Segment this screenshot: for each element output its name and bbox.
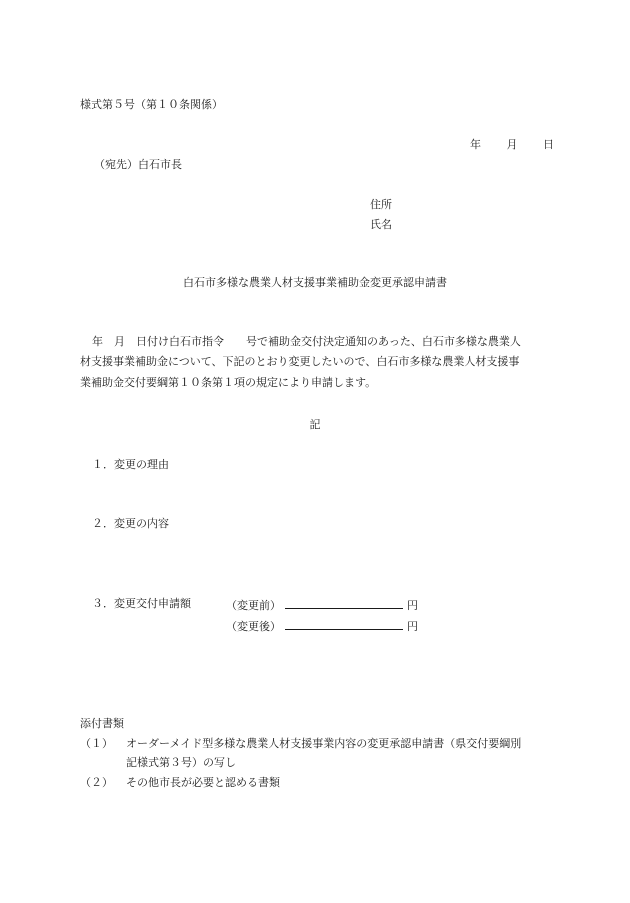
date-line	[470, 138, 554, 152]
body-line-3: 業補助金交付要綱第１０条第１項の規定により申請します。	[80, 376, 377, 389]
ki-heading: 記	[309, 418, 321, 431]
amount-before-label: （変更前）	[226, 599, 281, 612]
name-label: 氏名	[370, 218, 392, 231]
amount-after-label: （変更後）	[226, 620, 281, 633]
attachment-1-line-1: オーダーメイド型多様な農業人材支援事業内容の変更承認申請書（県交付要綱別	[126, 737, 522, 750]
date-day: 日	[543, 138, 554, 151]
body-line-1: 年 月 日付け白石市指令 号で補助金交付決定通知のあった、白石市多様な農業人	[92, 335, 521, 348]
attachment-1-line-2: 記様式第３号）の写し	[126, 756, 236, 769]
addressee: （宛先）白石市長	[94, 158, 182, 171]
attachment-2-text: その他市長が必要と認める書類	[126, 776, 280, 789]
attachment-1-number: （１）	[80, 737, 113, 750]
item-content: ２．変更の内容	[92, 517, 169, 530]
amount-after-row	[226, 618, 418, 634]
amount-before-blank	[285, 597, 403, 609]
attachment-2-number: （２）	[80, 776, 113, 789]
amount-before-yen: 円	[407, 599, 418, 612]
date-month: 月	[506, 138, 518, 151]
amount-before-row	[226, 597, 418, 613]
address-label: 住所	[370, 198, 392, 211]
body-line-2: 材支援事業補助金について、下記のとおり変更したいので、白石市多様な農業人材支援事	[80, 355, 520, 368]
form-number: 様式第５号（第１０条関係）	[80, 98, 223, 111]
document-title: 白石市多様な農業人材支援事業補助金変更承認申請書	[183, 276, 447, 289]
attachments-heading: 添付書類	[80, 717, 124, 730]
amount-after-blank	[285, 618, 403, 630]
date-year: 年	[470, 138, 481, 151]
amount-after-yen: 円	[407, 620, 418, 633]
item-reason: １．変更の理由	[92, 458, 169, 471]
item-amount: ３．変更交付申請額	[92, 597, 191, 610]
